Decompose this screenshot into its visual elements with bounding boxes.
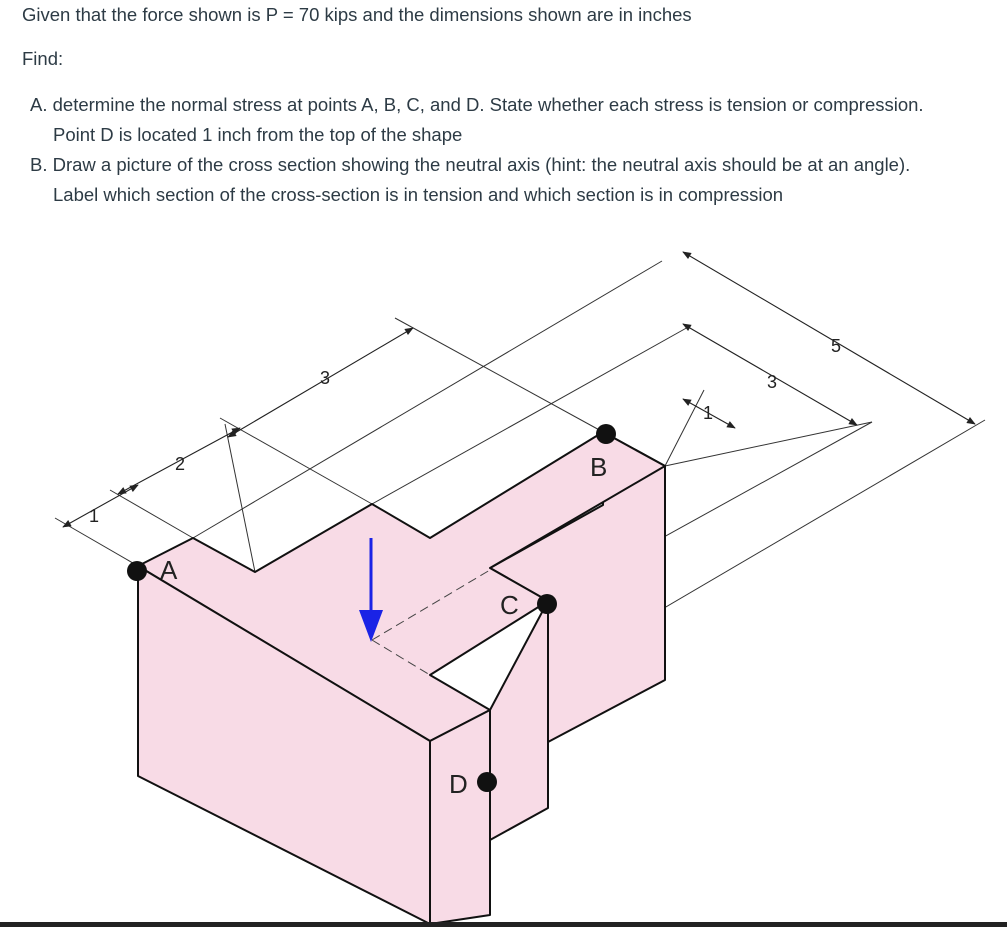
dim-1-right: 1 xyxy=(703,403,714,423)
front-right-face xyxy=(430,710,490,924)
find-label: Find: xyxy=(22,48,64,69)
dim-1-left: 1 xyxy=(89,506,100,526)
point-b-label: B xyxy=(590,452,608,482)
dim-3-left: 3 xyxy=(320,368,331,388)
point-c-label: C xyxy=(500,590,519,620)
point-d-dot xyxy=(477,772,497,792)
point-a-dot xyxy=(127,561,147,581)
point-a-label: A xyxy=(160,555,178,585)
task-b-text: Draw a picture of the cross section showing the neutral axis (hint: the neutral axis should be at an angle). xyxy=(52,154,911,175)
task-a-text: determine the normal stress at points A, B, C, and D. State whether each stress is tension or compression. xyxy=(52,94,924,115)
dim-3-right: 3 xyxy=(767,372,778,392)
task-a-continuation: Point D is located 1 inch from the top of the shape xyxy=(53,124,463,145)
dim-5: 5 xyxy=(831,336,842,356)
task-a-marker: A. xyxy=(30,94,48,115)
point-d-label: D xyxy=(449,769,468,799)
task-b-marker: B. xyxy=(30,154,48,175)
task-b-continuation: Label which section of the cross-section is in tension and which section is in compression xyxy=(53,184,784,205)
point-c-dot xyxy=(537,594,557,614)
dim-2: 2 xyxy=(175,454,186,474)
pink-solid xyxy=(138,432,665,924)
point-b-dot xyxy=(596,424,616,444)
middle-right-face xyxy=(490,601,548,840)
bottom-rule xyxy=(0,922,1007,927)
problem-intro: Given that the force shown is P = 70 kips and the dimensions shown are in inches xyxy=(22,4,692,25)
